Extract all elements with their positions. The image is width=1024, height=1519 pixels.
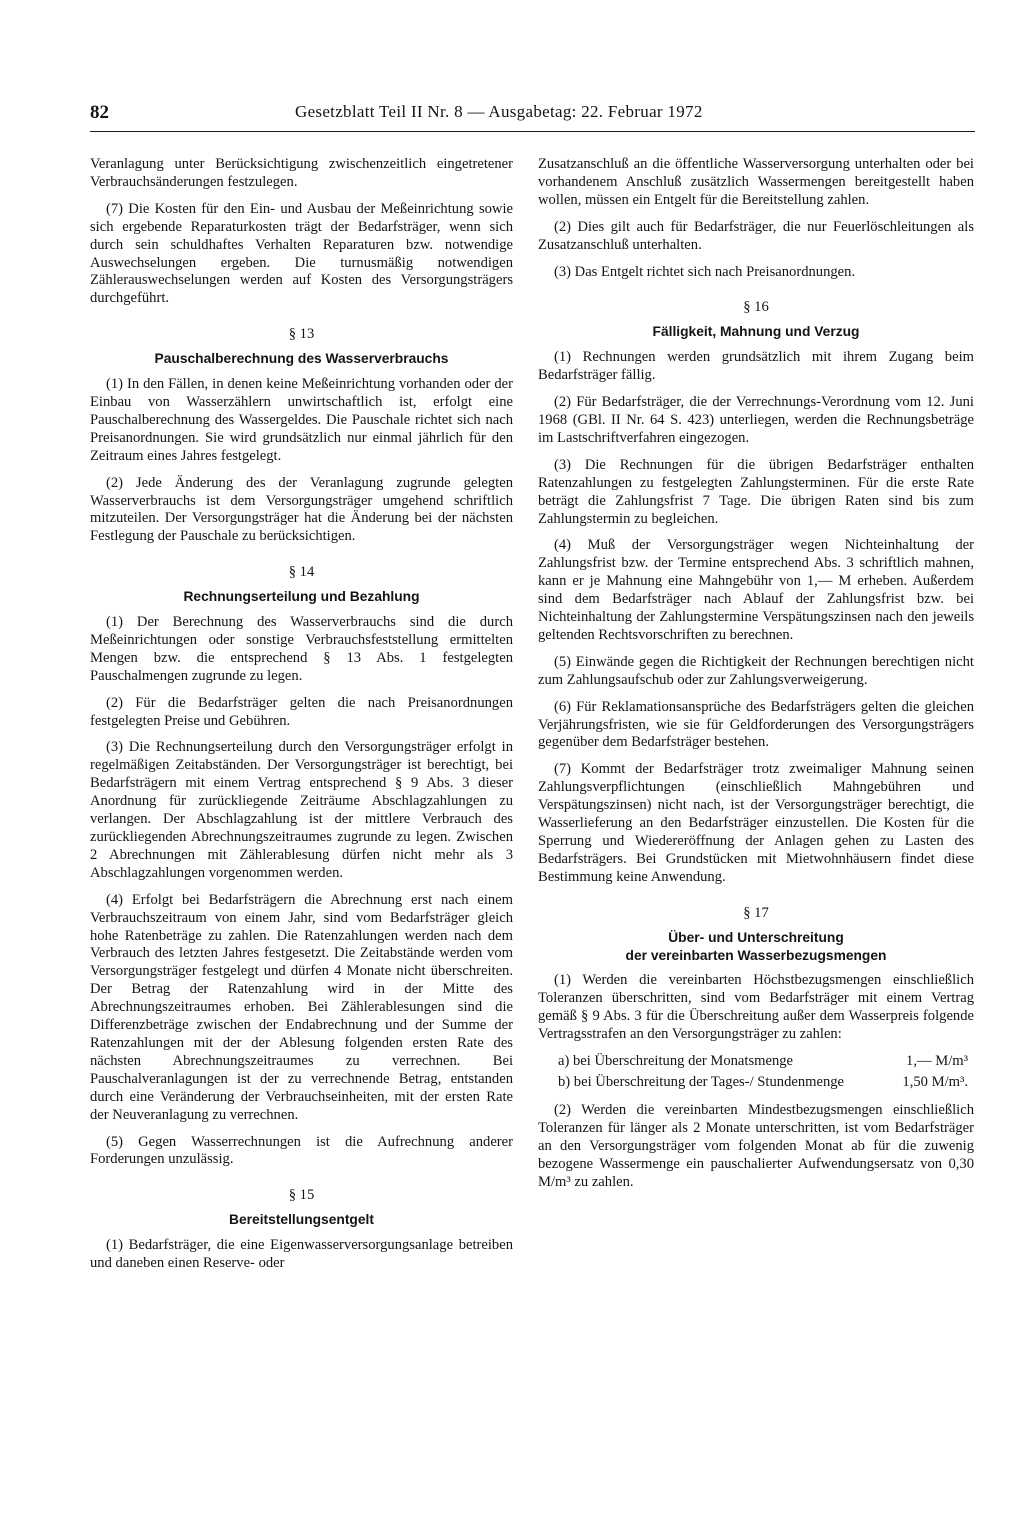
penalty-label-daily-hourly: b) bei Überschreitung der Tages-/ Stundenmenge	[558, 1073, 845, 1090]
section-13-number: § 13	[288, 326, 315, 343]
header-rule	[90, 131, 975, 132]
penalty-label-monthly: a) bei Überschreitung der Monatsmenge	[558, 1053, 794, 1070]
gazette-title: Gesetzblatt Teil II Nr. 8 — Ausgabetag: 22. Februar 1972	[295, 102, 703, 121]
paragraph-16-2: (2) Für Bedarfsträger, die der Verrechnungs-Verordnung vom 12. Juni 1968 (GBl. II Nr. 64 S. 423) unterliegen, werden die Rechnungsbeträge im Lastschriftverfahren eingezogen.	[538, 394, 974, 446]
paragraph-16-5: (5) Einwände gegen die Richtigkeit der Rechnungen berechtigen nicht zum Zahlungsaufschub oder zur Zahlungsverweigerung.	[538, 653, 974, 688]
paragraph-14-2: (2) Für die Bedarfsträger gelten die nach Preisanordnungen festgelegten Preise und Gebühren.	[90, 694, 513, 729]
paragraph-13-2: (2) Jede Änderung des der Veranlagung zugrunde gelegten Wasserverbrauchs ist dem Versorgungsträger umgehend schriftlich mitzuteilen. Der Versorgungsträger hat die Änderung bei der nächsten Festlegung der Pauschale zu berücksichtigen.	[90, 474, 513, 545]
paragraph-16-3: (3) Die Rechnungen für die übrigen Bedarfsträger enthalten Ratenzahlungen zu festgelegten Zahlungsterminen. Für die erste Rate beträgt die Zahlungsfrist 7 Tage. Die übrigen Raten sind bis zum Zahlungstermin zu begleichen.	[538, 456, 974, 527]
section-15-title: Bereitstellungsentgelt	[229, 1212, 374, 1228]
section-17-title-line-2: der vereinbarten Wasserbezugsmengen	[625, 947, 887, 963]
paragraph-continued: Veranlagung unter Berücksichtigung zwischenzeitlich eingetretener Verbrauchsänderungen festzulegen.	[90, 156, 513, 190]
penalty-item-daily-hourly	[538, 1074, 974, 1092]
paragraph-15-3: (3) Das Entgelt richtet sich nach Preisanordnungen.	[554, 263, 856, 280]
section-17-title-line-1: Über- und Unterschreitung	[668, 929, 844, 945]
paragraph-14-1: (1) Der Berechnung des Wasserverbrauchs sind die durch Meßeinrichtungen oder sonstige Verbrauchsfeststellung ermittelten Mengen bzw. die entsprechend § 13 Abs. 1 festgelegten Pauschalmengen zugrunde zu legen.	[90, 614, 513, 684]
paragraph-15-2: (2) Dies gilt auch für Bedarfsträger, die nur Feuerlöschleitungen als Zusatzanschluß unterhalten.	[538, 218, 974, 253]
paragraph-16-1: (1) Rechnungen werden grundsätzlich mit ihrem Zugang beim Bedarfsträger fällig.	[538, 349, 974, 384]
page-number: 82	[90, 102, 109, 123]
paragraph-17-2: (2) Werden die vereinbarten Mindestbezugsmengen einschließlich Toleranzen für länger als 2 Monate unterschritten, ist vom Bedarfsträger an den Versorgungsträger vom folgenden Monat ab für die zuwenig bezogene Wassermenge ein pauschalierter Aufwendungsersatz von 0,30 M/m³ zu zahlen.	[538, 1101, 974, 1190]
paragraph-16-4: (4) Muß der Versorgungsträger wegen Nichteinhaltung der Zahlungsfrist bzw. der Termine entsprechend Abs. 3 schriftlich mahnen, kann er je Mahnung eine Mahngebühr von 1,— M erheben. Außerdem sind dem Bedarfsträger nach Ablauf der Zahlungsfrist bzw. bei Nichteinhaltung der Zahlungstermine Verspätungszinsen nach den jeweils geltenden Rechtsvorschriften zu berechnen.	[538, 537, 974, 643]
paragraph-17-1: (1) Werden die vereinbarten Höchstbezugsmengen einschließlich Toleranzen überschritten, sind vom Bedarfsträger mit einem Vertrag gemäß § 9 Abs. 3 für die Überschreitung außer dem Wasserpreis folgende Vertragsstrafen an den Versorgungsträger zu zahlen:	[538, 972, 974, 1043]
section-16-title: Fälligkeit, Mahnung und Verzug	[652, 324, 860, 340]
section-14-number: § 14	[288, 564, 315, 581]
paragraph-15-1-continued: Zusatzanschluß an die öffentliche Wasserversorgung unterhalten oder bei vorhandenem Anschluß zusätzlich Wassermengen bereitgestellt haben wollen, müssen ein Entgelt für die Bereitstellung zahlen.	[538, 156, 974, 208]
paragraph-16-6: (6) Für Reklamationsansprüche des Bedarfsträgers gelten die gleichen Verjährungsfristen, wie sie für Geldforderungen des Versorgungsträgers gegenüber dem Bedarfsträger bestehen.	[538, 698, 974, 751]
penalty-list	[538, 1053, 974, 1092]
page-header	[90, 102, 972, 132]
paragraph-12-7: (7) Die Kosten für den Ein- und Ausbau der Meßeinrichtung sowie sich ergebende Reparaturkosten trägt der Bedarfsträger, wenn sich durch sein schuldhaftes Verhalten Reparaturen bzw. notwendige Auswechselungen ergeben. Die turnusmäßig notwendigen Zählerauswechselungen werden auf Kosten des Versorgungsträgers durchgeführt.	[90, 200, 513, 307]
section-14-title: Rechnungserteilung und Bezahlung	[183, 589, 420, 605]
section-15-number: § 15	[288, 1187, 315, 1204]
penalty-item-monthly	[538, 1053, 974, 1071]
left-column	[90, 156, 513, 1282]
penalty-value-monthly: 1,— M/m³	[906, 1053, 968, 1070]
paragraph-14-5: (5) Gegen Wasserrechnungen ist die Aufrechnung anderer Forderungen unzulässig.	[90, 1133, 513, 1168]
paragraph-15-1: (1) Bedarfsträger, die eine Eigenwasserversorgungsanlage betreiben und daneben einen Reserve- oder	[90, 1237, 513, 1272]
paragraph-14-3: (3) Die Rechnungserteilung durch den Versorgungsträger erfolgt in regelmäßigen Zeitabständen. Der Versorgungsträger ist berechtigt, bei Bedarfsträgern mit einem Vertrag entsprechend § 9 Abs. 3 dieser Anordnung für zurückliegende Zeiträume Abschlagzahlungen zu verlangen. Der Abschlagzahlung ist der mittlere Verbrauch des zurückliegenden Abrechnungszeitraumes zugrunde zu legen. Zwischen 2 Abrechnungen mit Zählerablesung dürfen nicht mehr als 3 Abschlagzahlungen vorgenommen werden.	[90, 739, 513, 881]
paragraph-14-4: (4) Erfolgt bei Bedarfsträgern die Abrechnung erst nach einem Verbrauchszeitraum von einem Jahr, sind vom Bedarfsträger gleich hohe Ratenbeträge zu zahlen. Die Ratenzahlungen werden nach dem Verbrauch des letzten Jahres festgesetzt. Die Zeitabstände werden vom Versorgungsträger festgelegt und dürfen 4 Monate nicht überschreiten. Der Betrag der Ratenzahlung wird in der Mitte des Abrechnungszeitraumes erhoben. Bei Zählerablesungen sind die Differenzbeträge zwischen der Endabrechnung und der Summe der Ratenzahlungen mit der der Ablesung folgenden ersten Rate des nächsten Abrechnungszeitraumes zu verrechnen. Bei Pauschalveranlagungen ist der zu verrechnende Betrag, entstanden durch eine Veränderung der Verbrauchseinheiten, mit der ersten Rate der Neuveranlagung zu verrechnen.	[90, 891, 513, 1123]
right-column	[538, 156, 974, 1200]
paragraph-13-1: (1) In den Fällen, in denen keine Meßeinrichtung vorhanden oder der Einbau von Wasserzählern unwirtschaftlich ist, erfolgt eine Pauschalberechnung des Wassergeldes. Die Pauschale richtet sich nach Preisanordnungen. Sie wird grundsätzlich nur einmal jährlich für den Zeitraum eines Jahres festgelegt.	[90, 376, 513, 464]
penalty-value-daily-hourly: 1,50 M/m³.	[902, 1073, 968, 1090]
section-16-number: § 16	[743, 299, 769, 316]
section-17-number: § 17	[743, 904, 769, 921]
section-13-title: Pauschalberechnung des Wasserverbrauchs	[154, 351, 449, 367]
paragraph-16-7: (7) Kommt der Bedarfsträger trotz zweimaliger Mahnung seinen Zahlungsverpflichtungen (einschließlich Mahngebühren und Verspätungszinsen) nicht nach, ist der Versorgungsträger berechtigt, die Wasserlieferung an den Bedarfsträger einzustellen. Die Kosten für die Sperrung und Wiedereröffnung der Anlagen gehen zu Lasten des Bedarfsträgers. Bei Grundstücken mit Mietwohnhäusern findet diese Bestimmung keine Anwendung.	[538, 761, 974, 885]
